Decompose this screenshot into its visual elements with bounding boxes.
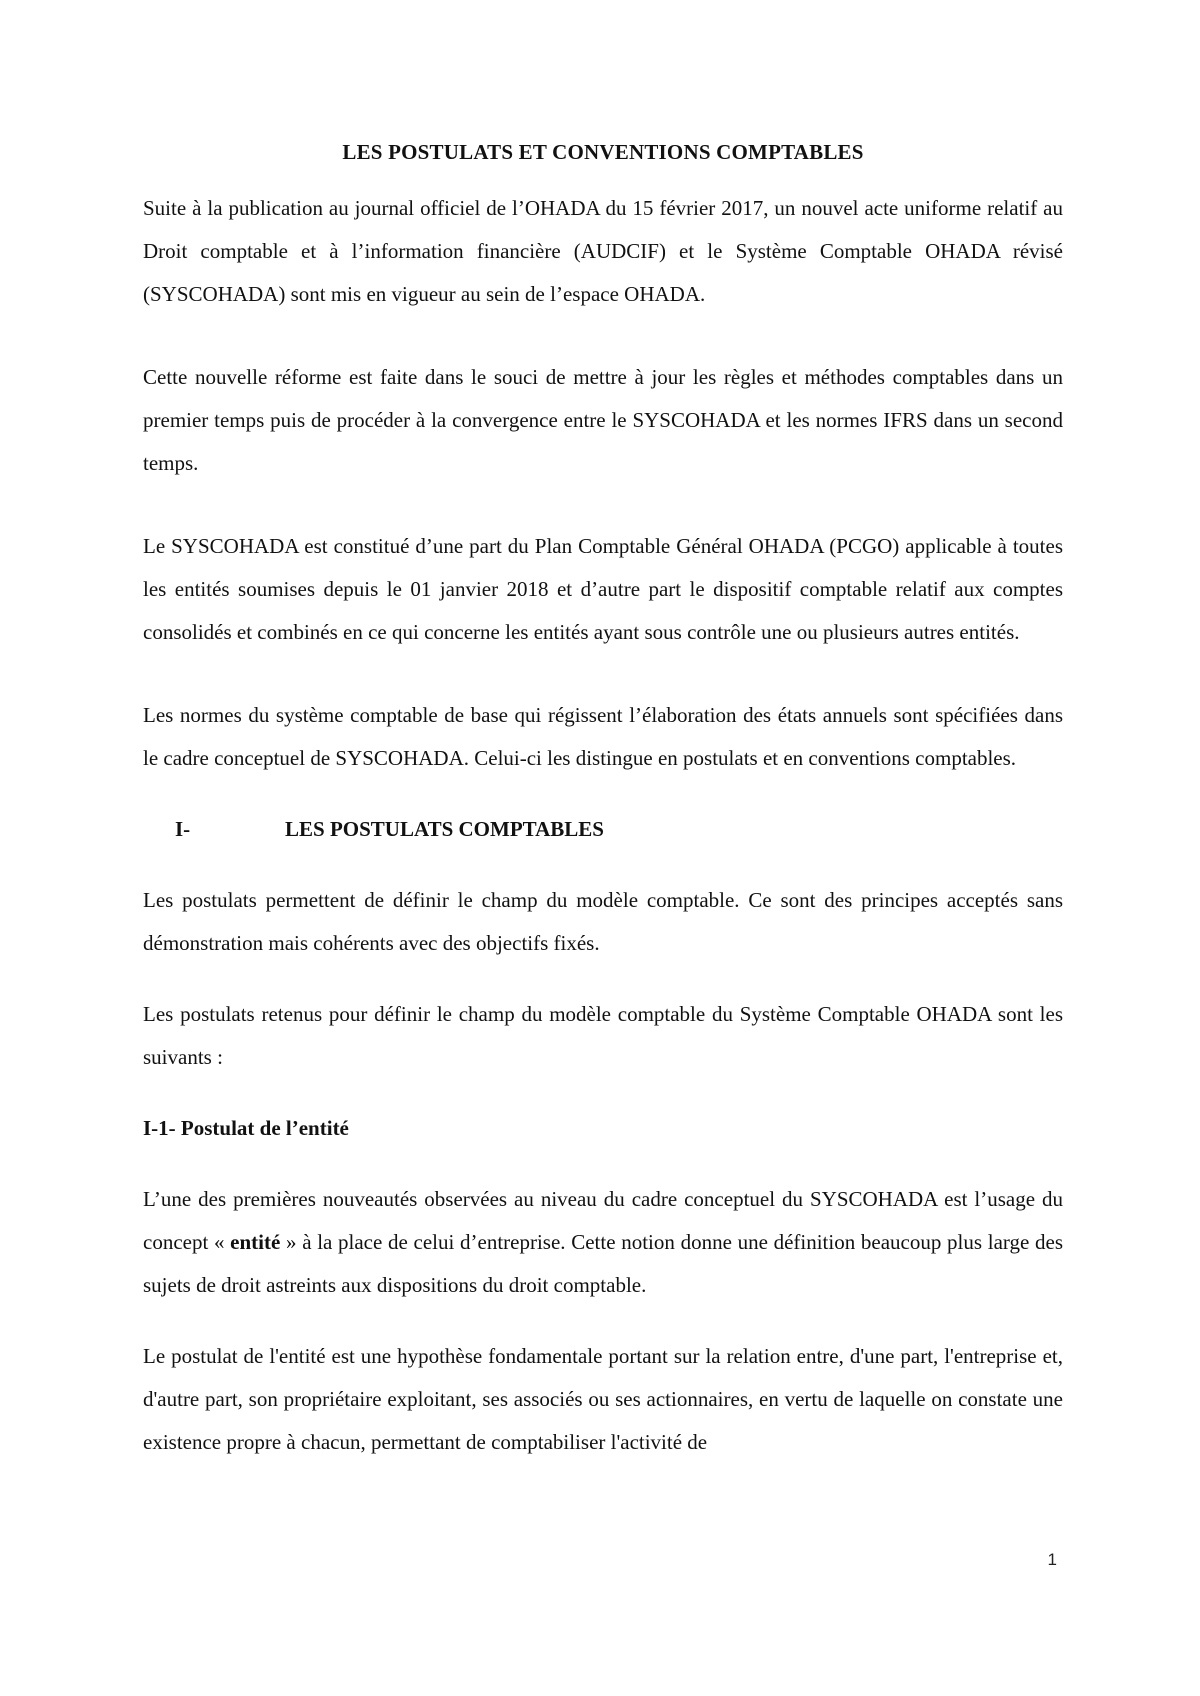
- paragraph-postulats-definition: Les postulats permettent de définir le champ du modèle comptable. Ce sont des principes acceptés sans démonstration mais cohérents avec des objectifs fixés.: [143, 888, 1063, 955]
- section-number: I-: [175, 817, 191, 841]
- section-heading: [143, 808, 1063, 851]
- page-title: LES POSTULATS ET CONVENTIONS COMPTABLES: [342, 140, 864, 164]
- document-body: [143, 140, 1063, 1464]
- paragraph-entite-concept: [143, 1178, 1063, 1307]
- paragraph-entite-text-after: » à la place de celui d’entreprise. Cette notion donne une définition beaucoup plus large des sujets de droit astreints aux dispositions du droit comptable.: [143, 1230, 1064, 1297]
- paragraph-reform: Cette nouvelle réforme est faite dans le souci de mettre à jour les règles et méthodes comptables dans un premier temps puis de procéder à la convergence entre le SYSCOHADA et les normes IFRS dans un second temps.: [143, 365, 1063, 475]
- page-number: 1: [1047, 1550, 1057, 1569]
- section-title: LES POSTULATS COMPTABLES: [285, 817, 604, 841]
- paragraph-norms: Les normes du système comptable de base qui régissent l’élaboration des états annuels sont spécifiées dans le cadre conceptuel de SYSCOHADA. Celui-ci les distingue en postulats et en conventions comptables.: [143, 703, 1063, 770]
- paragraph-intro: Suite à la publication au journal officiel de l’OHADA du 15 février 2017, un nouvel acte uniforme relatif au Droit comptable et à l’information financière (AUDCIF) et le Système Comptable OHADA révisé (SYSCOHADA) sont mis en vigueur au sein de l’espace OHADA.: [143, 196, 1063, 306]
- paragraph-postulats-list-intro: Les postulats retenus pour définir le champ du modèle comptable du Système Comptable OHADA sont les suivants :: [143, 1002, 1063, 1069]
- paragraph-entite-postulat: Le postulat de l'entité est une hypothèse fondamentale portant sur la relation entre, d'une part, l'entreprise et, d'autre part, son propriétaire exploitant, ses associés ou ses actionnaires, en vertu de laquelle on constate une existence propre à chacun, permettant de comptabiliser l'activité de: [143, 1344, 1063, 1454]
- subsection-heading: I-1- Postulat de l’entité: [143, 1116, 349, 1140]
- paragraph-entite-text-before: L’une des premières nouveautés observées au niveau du cadre conceptuel du SYSCOHADA est l’usage du concept «: [143, 1187, 1063, 1254]
- paragraph-entite-bold-term: entité: [230, 1230, 281, 1254]
- paragraph-syscohada: Le SYSCOHADA est constitué d’une part du Plan Comptable Général OHADA (PCGO) applicable à toutes les entités soumises depuis le 01 janvier 2018 et d’autre part le dispositif comptable relatif aux comptes consolidés et combinés en ce qui concerne les entités ayant sous contrôle une ou plusieurs autres entités.: [143, 534, 1063, 644]
